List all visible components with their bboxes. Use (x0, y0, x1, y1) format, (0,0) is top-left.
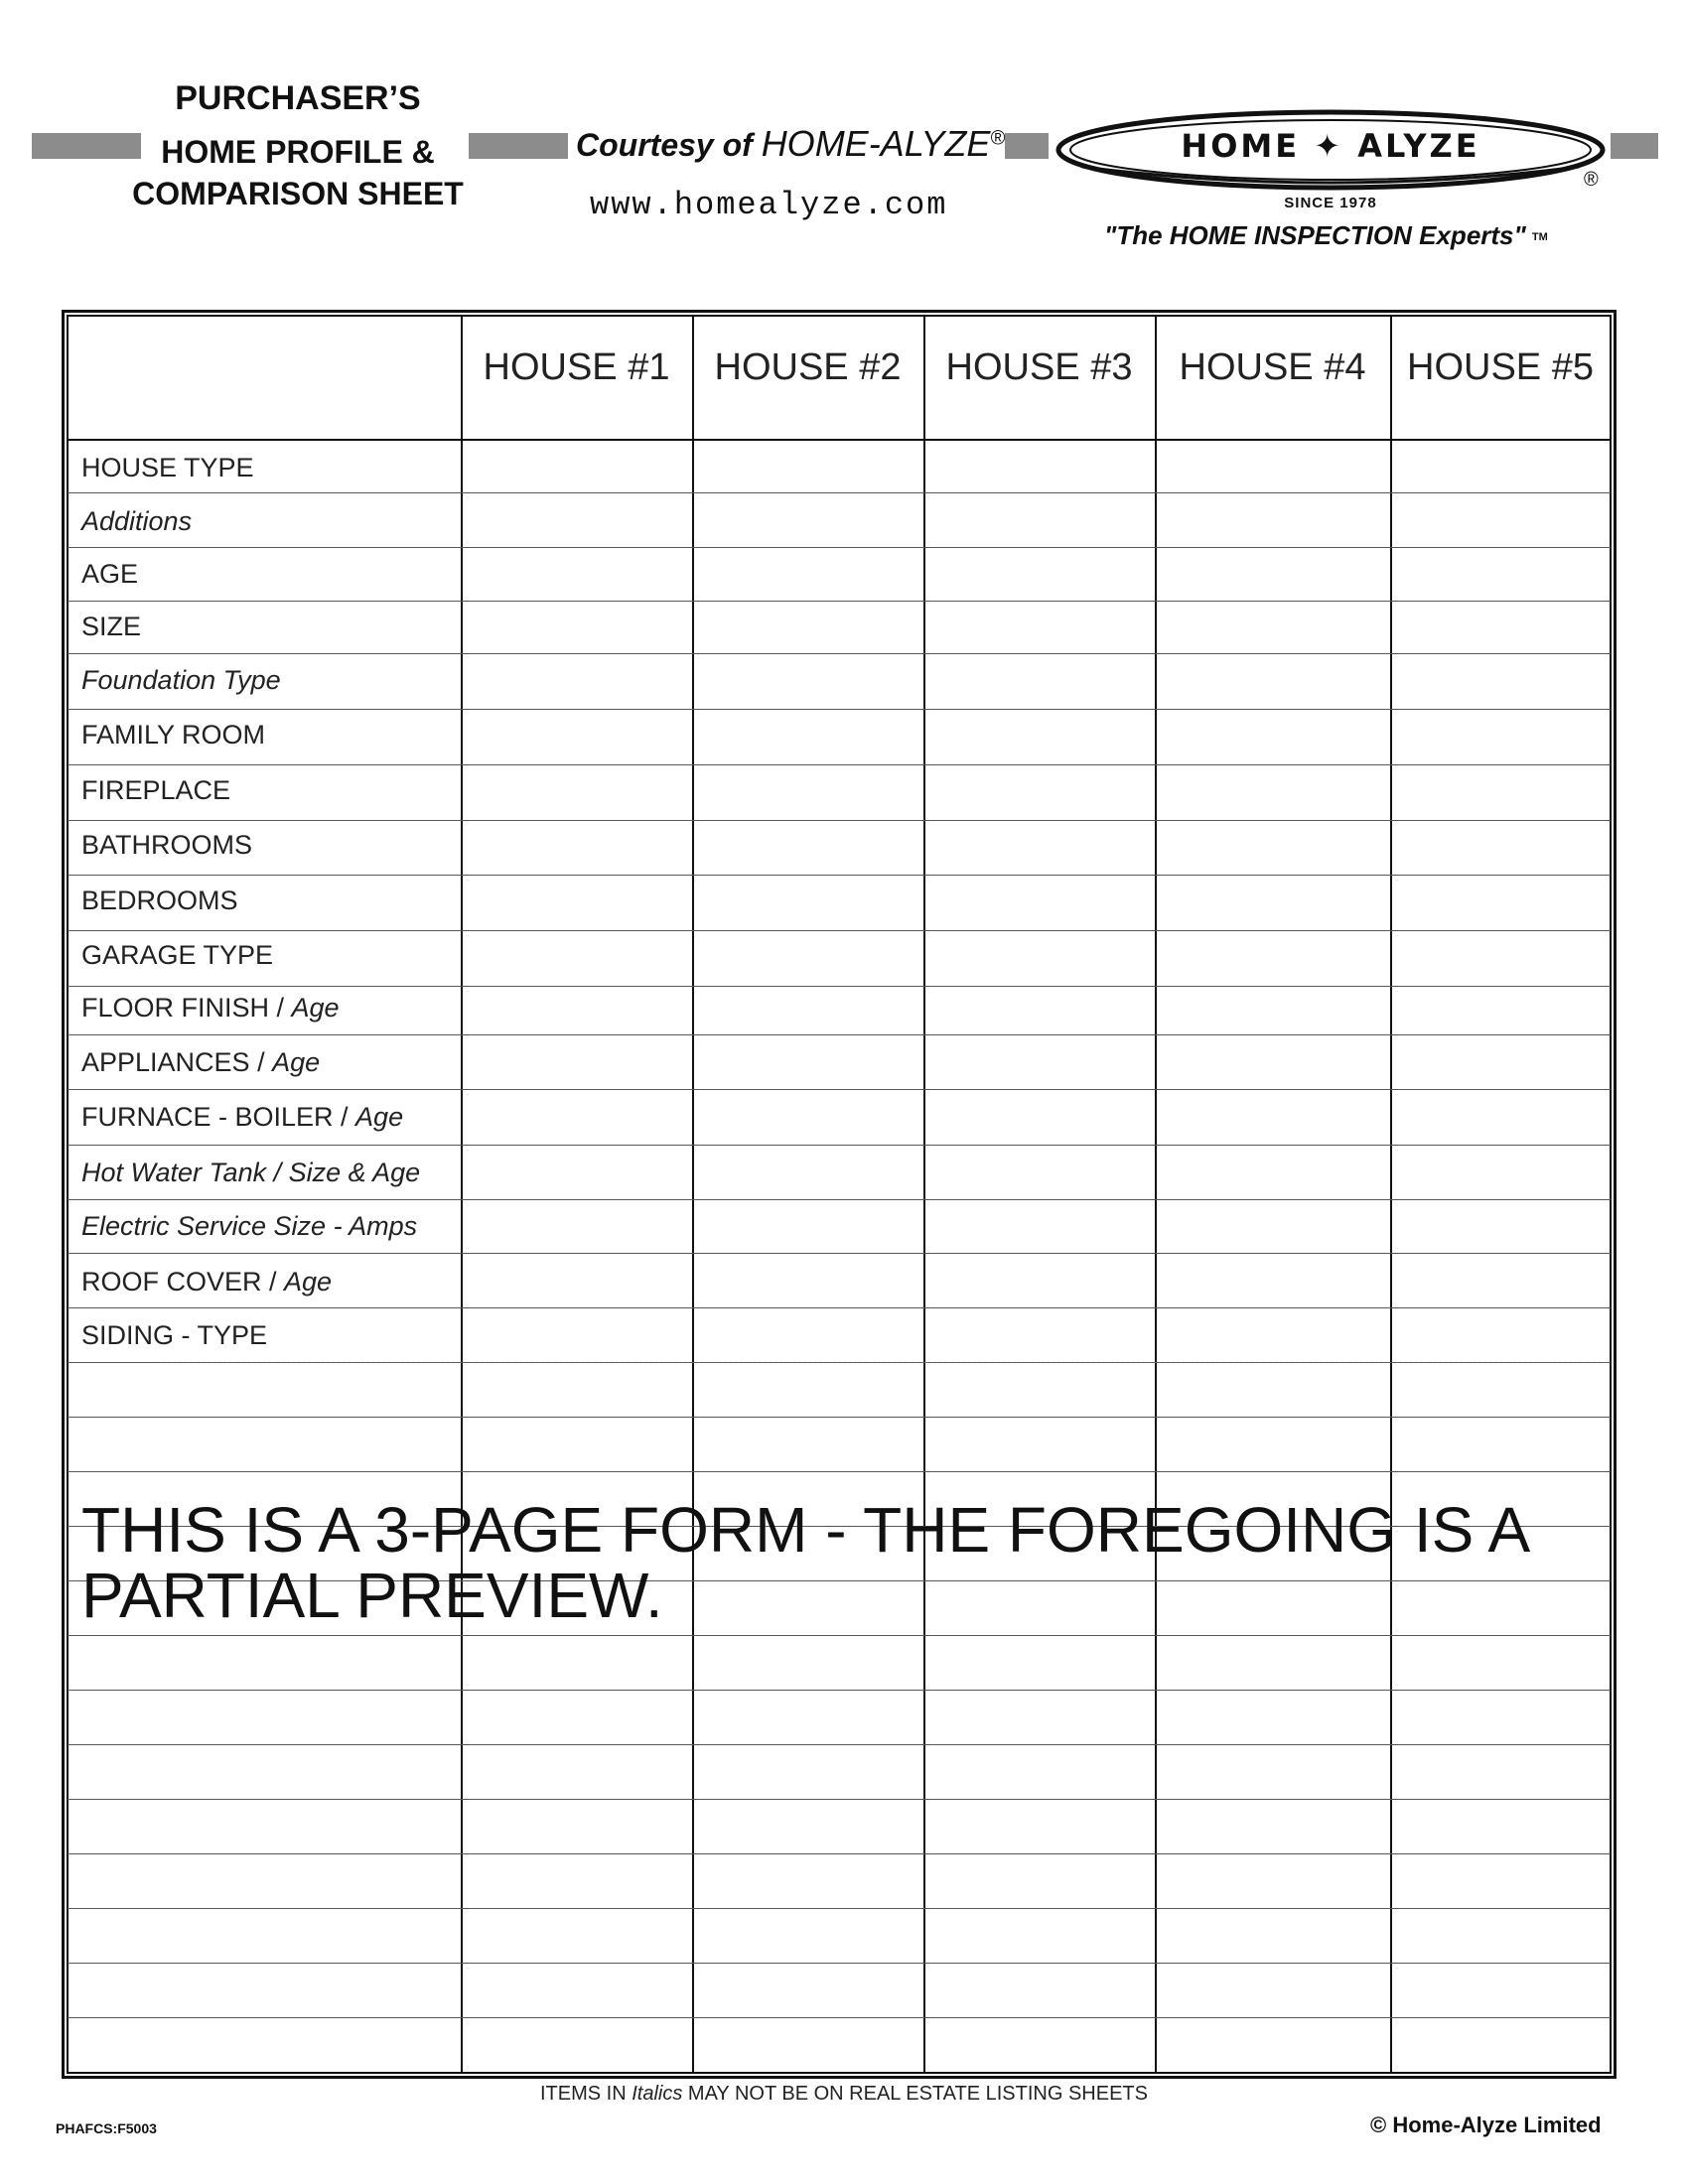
logo-reg-mark: ® (1584, 169, 1599, 191)
row-label-text: FURNACE - BOILER / (81, 1102, 356, 1132)
header-bar-left (32, 133, 141, 159)
row-label (81, 1211, 417, 1242)
row-divider (68, 1034, 1611, 1035)
row-divider (68, 439, 1611, 441)
row-divider (68, 1690, 1611, 1691)
row-divider (68, 1853, 1611, 1854)
row-label-italic-text: Age (355, 1102, 404, 1132)
row-label-italic-text: Age (291, 993, 340, 1023)
row-label-text: ROOF COVER / (81, 1267, 285, 1297)
row-divider (68, 1744, 1611, 1745)
row-divider (68, 1199, 1611, 1200)
column-divider (1390, 316, 1392, 2073)
column-divider (923, 316, 925, 2073)
column-header-house-4: HOUSE #4 (1179, 346, 1366, 388)
row-label (81, 665, 281, 696)
table-inner-border (67, 315, 1612, 2074)
row-divider (68, 820, 1611, 821)
row-label-text: AGE (81, 559, 139, 589)
form-code: PHAFCS:F5003 (56, 2120, 157, 2136)
row-label-italic-text: Hot Water Tank / Size & Age (81, 1158, 421, 1187)
tagline-tm: TM (1531, 231, 1548, 244)
column-divider (1155, 316, 1157, 2073)
row-label (81, 720, 265, 751)
italics-footnote (0, 2083, 1688, 2106)
column-divider (692, 316, 694, 2073)
row-label (81, 1320, 267, 1351)
tagline (1104, 220, 1548, 251)
row-divider (68, 1635, 1611, 1636)
row-label-text: SIZE (81, 612, 142, 641)
row-label-italic-text: Age (284, 1267, 333, 1297)
row-divider (68, 601, 1611, 602)
row-divider (68, 986, 1611, 987)
row-label (81, 1047, 320, 1078)
row-divider (68, 1089, 1611, 1090)
row-divider (68, 2017, 1611, 2018)
row-label (81, 612, 141, 642)
row-divider (68, 875, 1611, 876)
row-divider (68, 1417, 1611, 1418)
row-label (81, 559, 138, 590)
row-divider (68, 930, 1611, 931)
footnote-italic-word: Italics (632, 2083, 683, 2105)
row-label-italic-text: Electric Service Size - Amps (81, 1211, 418, 1241)
row-divider (68, 492, 1611, 493)
column-header-house-3: HOUSE #3 (945, 346, 1133, 388)
row-divider (68, 1471, 1611, 1472)
row-divider (68, 1963, 1611, 1964)
row-label (81, 775, 230, 806)
row-label-text: BATHROOMS (81, 830, 253, 860)
copyright: © Home-Alyze Limited (1370, 2113, 1602, 2137)
row-label-italic-text: Foundation Type (81, 665, 281, 695)
row-label-text: BEDROOMS (81, 886, 238, 915)
row-label (81, 830, 252, 861)
row-label-text: HOUSE TYPE (81, 453, 254, 482)
row-label-text: SIDING - TYPE (81, 1320, 268, 1350)
row-divider (68, 1908, 1611, 1909)
column-header-house-1: HOUSE #1 (483, 346, 670, 388)
header-bar-right-b (1611, 133, 1658, 159)
column-header-house-5: HOUSE #5 (1407, 346, 1594, 388)
row-label-italic-text: Age (272, 1047, 321, 1077)
dashed-separator (161, 1362, 1609, 1363)
tagline-text: "The HOME INSPECTION Experts" (1104, 220, 1526, 250)
footnote-suffix: MAY NOT BE ON REAL ESTATE LISTING SHEETS (682, 2083, 1148, 2105)
row-label (81, 886, 238, 916)
row-label (81, 1267, 332, 1297)
row-label (81, 506, 192, 537)
row-label-text: GARAGE TYPE (81, 940, 274, 970)
row-label (81, 453, 254, 483)
row-divider (68, 1799, 1611, 1800)
form-title-line1: PURCHASER’S (175, 79, 421, 117)
courtesy-line (576, 123, 1005, 165)
row-label (81, 1158, 420, 1188)
header-bar-mid (469, 133, 568, 159)
row-divider (68, 1307, 1611, 1308)
row-label (81, 993, 340, 1024)
row-label-text: FAMILY ROOM (81, 720, 266, 750)
row-divider (68, 1253, 1611, 1254)
row-divider (68, 709, 1611, 710)
since-label: SINCE 1978 (1284, 195, 1377, 211)
preview-watermark: THIS IS A 3-PAGE FORM - THE FOREGOING IS A PARTIAL PREVIEW. (81, 1494, 1527, 1631)
row-label-text: FLOOR FINISH / (81, 993, 292, 1023)
courtesy-reg-mark: ® (990, 127, 1006, 150)
courtesy-prefix: Courtesy of (576, 127, 753, 163)
column-header-house-2: HOUSE #2 (714, 346, 902, 388)
website-url: www.homealyze.com (590, 187, 948, 223)
column-divider (461, 316, 463, 2073)
footnote-prefix: ITEMS IN (540, 2083, 633, 2105)
logo-wordmark: HOME ✦ ALYZE (1181, 127, 1480, 165)
row-label-italic-text: Additions (81, 506, 193, 536)
form-title-line2: HOME PROFILE & (161, 134, 435, 170)
row-divider (68, 653, 1611, 654)
form-title-line3: COMPARISON SHEET (132, 176, 464, 211)
row-divider (68, 1145, 1611, 1146)
row-label (81, 940, 273, 971)
header-bar-right-a (1005, 133, 1049, 159)
row-label (81, 1102, 403, 1133)
row-divider (68, 764, 1611, 765)
row-divider (68, 547, 1611, 548)
row-label-text: FIREPLACE (81, 775, 231, 805)
row-label-text: APPLIANCES / (81, 1047, 273, 1077)
courtesy-brand: HOME-ALYZE (761, 123, 991, 164)
